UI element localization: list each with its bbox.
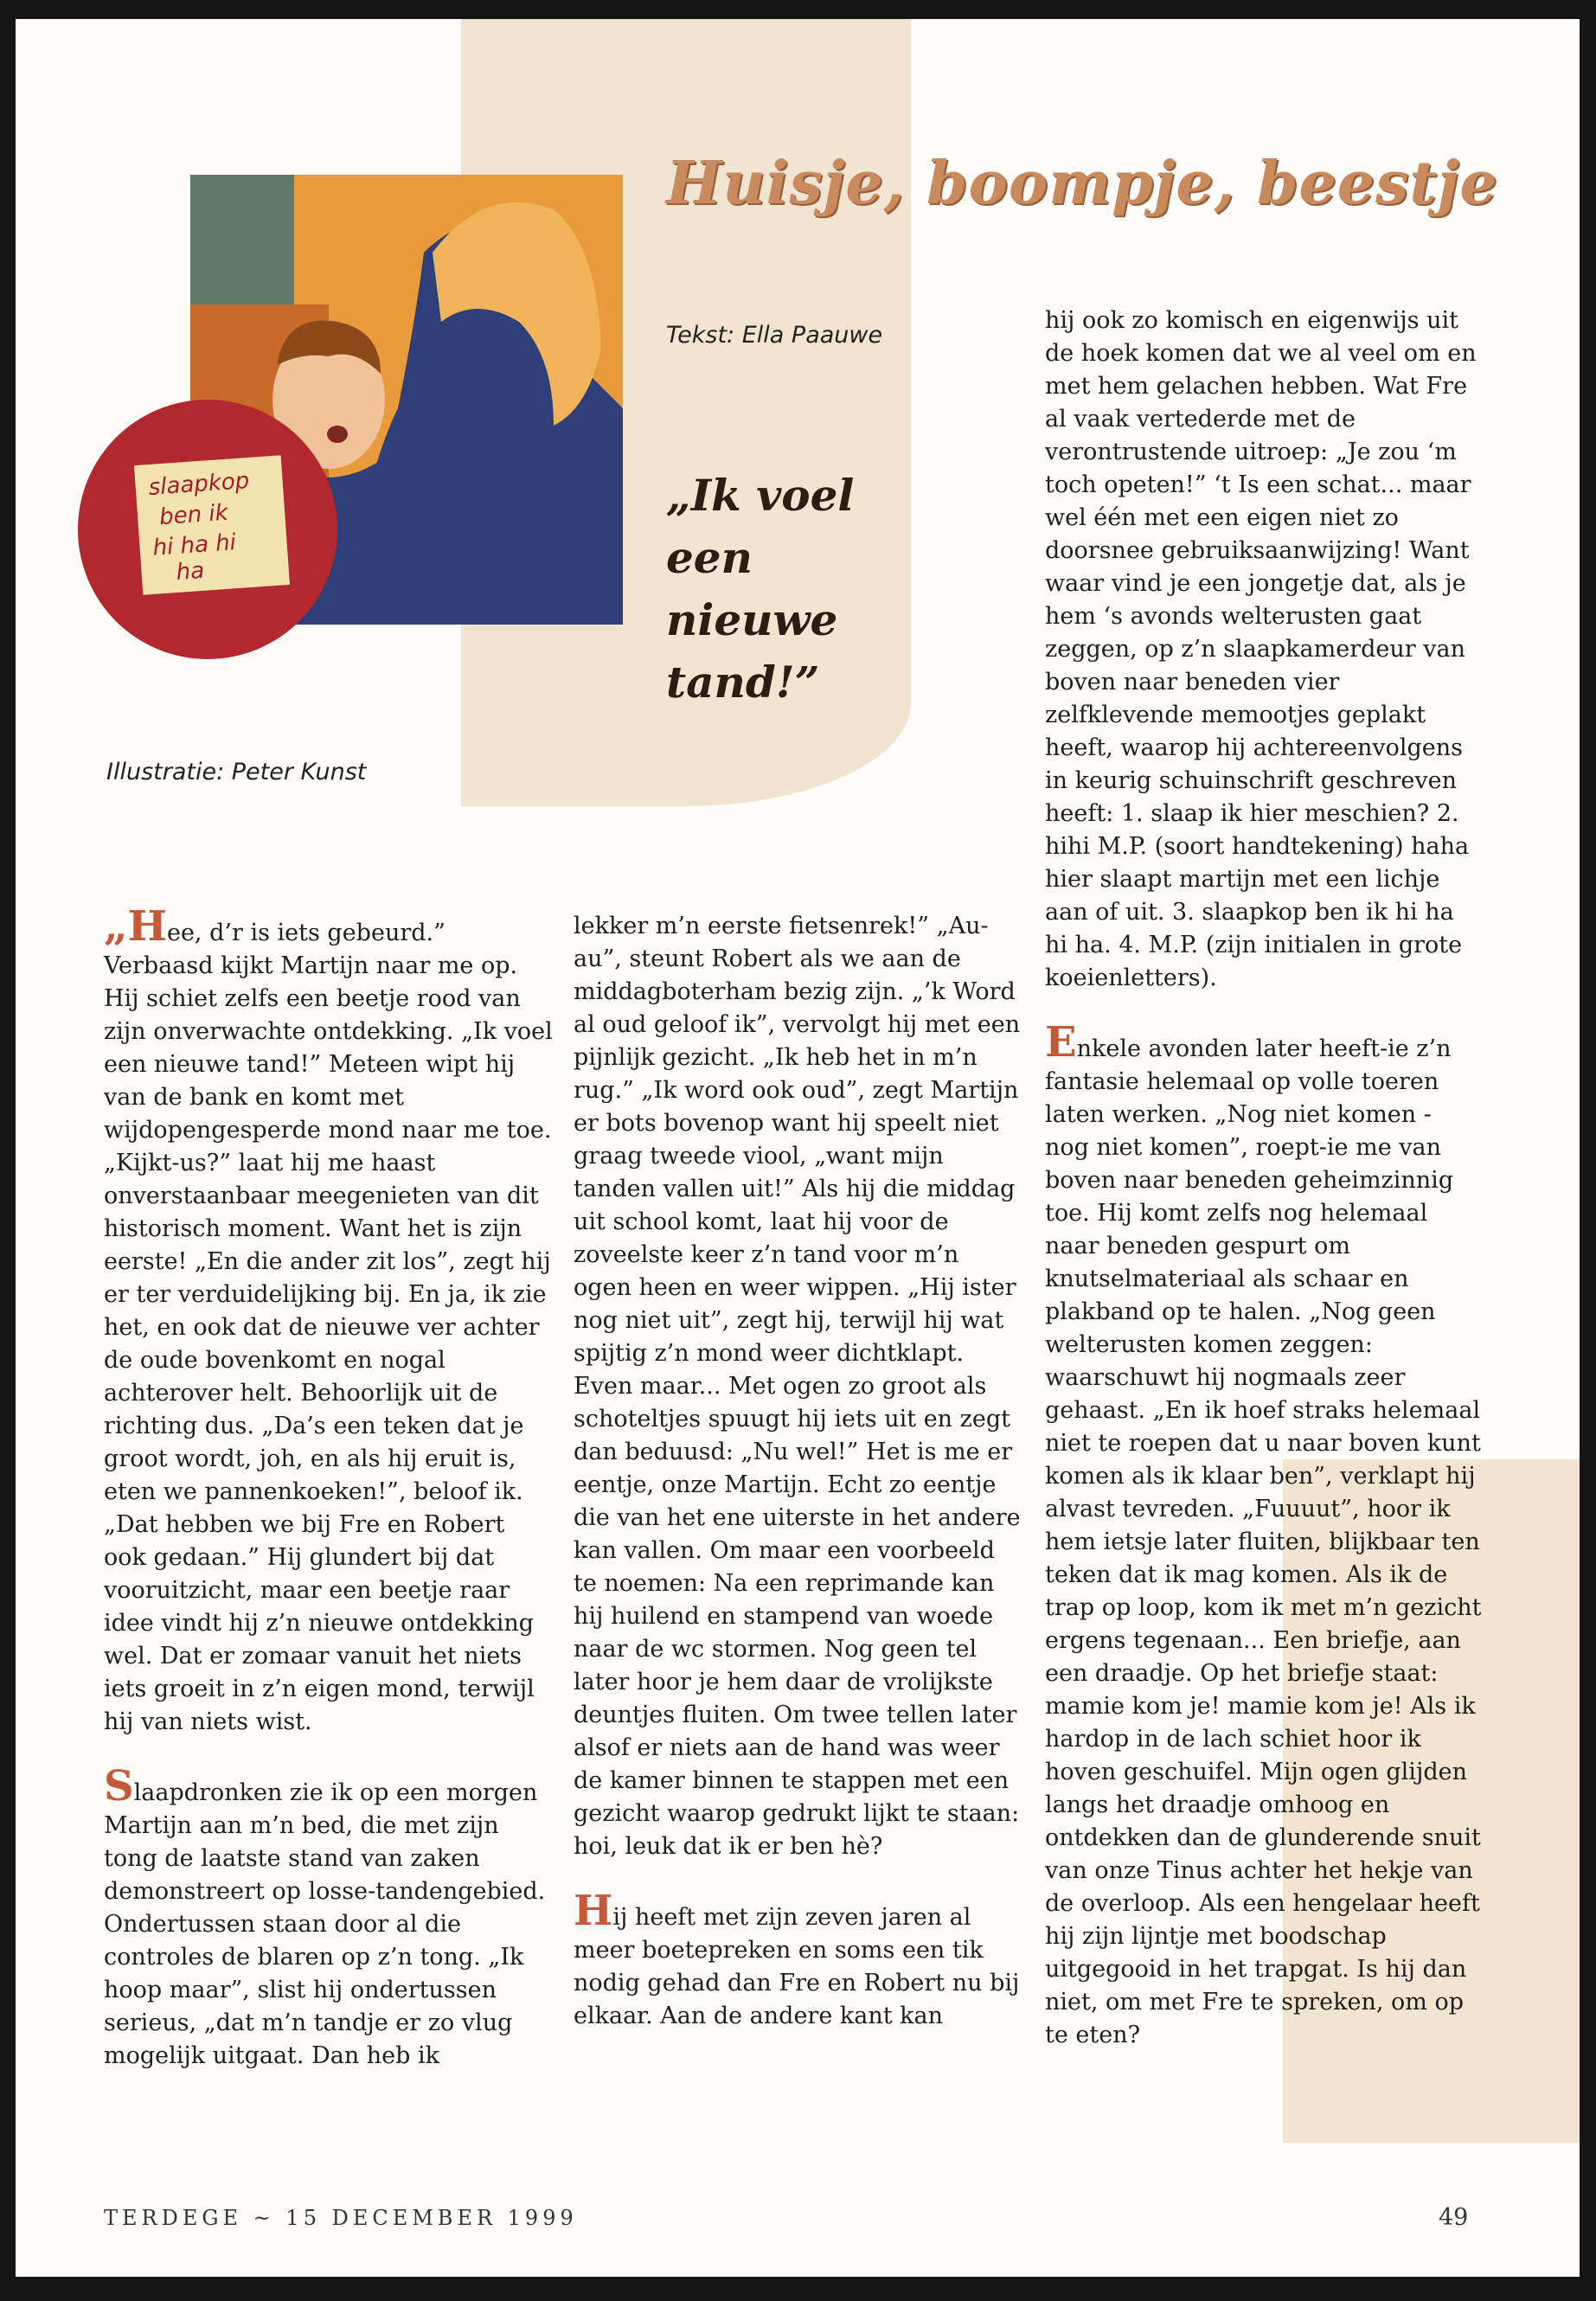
paragraph <box>104 902 554 1739</box>
illustration-credit: Illustratie: Peter Kunst <box>106 759 367 785</box>
drop-cap: „H <box>104 902 167 951</box>
publication-footer: TERDEGE ~ 15 DECEMBER 1999 <box>104 2206 578 2230</box>
paragraph-text: laapdronken zie ik op een morgen Martijn aan m’n bed, die met zijn tong de laatste stand van zaken demonstreert op losse-tandengebied. Ondertussen staan door al die controles de blaren op z’n tong. „Ik hoop maar”, slist hij ondertussen serieus, „dat m’n tandje er zo vlug mogelijk uitgaat. Dan heb ik <box>104 1779 546 2069</box>
sign-text-4: ha <box>175 557 206 586</box>
illustration <box>69 149 640 720</box>
paragraph <box>1045 1018 1482 2052</box>
sign-text-3: hi ha hi <box>151 529 237 561</box>
paragraph-text: lekker m’n eerste fietsenrek!” „Au-au”, steunt Robert als we aan de middagboterham bezig zijn. „’k Word al oud geloof ik”, vervolgt hij met een pijnlijk gezicht. „Ik heb het in m’n rug.” „Ik word ook oud”, zegt Martijn er bots bovenop want hij speelt niet graag tweede viool, „want mijn tanden vallen uit!” Als hij die middag uit school komt, laat hij voor de zoveelste keer z’n tand voor m’n ogen heen en weer wippen. „Hij ister nog niet uit”, zegt hij, terwijl hij wat spijtig z’n mond weer dichtklapt. Even maar... Met ogen zo groot als schoteltjes spuugt hij iets uit en zegt dan beduusd: „Nu wel!” Het is me er eentje, onze Martijn. Echt zo eentje die van het ene uiterste in het andere kan vallen. Om maar een voorbeeld te noemen: Na een reprimande kan hij huilend en stampend van woede naar de wc stormen. Nog geen tel later hoor je hem daar de vrolijkste deuntjes fluiten. Om twee tellen later alsof er niets aan de hand was weer de kamer binnen te stappen met een gezicht waarop gedrukt lijkt te staan: hoi, leuk dat ik er ben hè? <box>574 913 1021 1860</box>
drop-cap: E <box>1045 1018 1077 1067</box>
child-mouth <box>327 426 348 443</box>
paragraph-text: ee, d’r is iets gebeurd.” Verbaasd kijkt Martijn naar me op. Hij schiet zelfs een beetje rood van zijn onverwachte ontdekking. „Ik voel een nieuwe tand!” Meteen wipt hij van de bank en komt met wijdopengesperde mond naar me toe. „Kijkt-us?” laat hij me haast onverstaanbaar meegenieten van dit historisch moment. Want het is zijn eerste! „En die ander zit los”, zegt hij er ter verduidelijking bij. En ja, ik zie het, en ook dat de nieuwe ver achter de oude bovenkomt en nogal achterover helt. Behoorlijk uit de richting dus. „Da’s een teken dat je groot wordt, joh, en als hij eruit is, eten we pannenkoeken!”, beloof ik. „Dat hebben we bij Fre en Robert ook gedaan.” Hij glundert bij dat vooruitzicht, maar een beetje raar idee vindt hij z’n nieuwe ontdekking wel. Dat er zomaar vanuit het niets iets groeit in z’n eigen mond, terwijl hij van niets wist. <box>104 920 553 1735</box>
text-column-2 <box>574 910 1023 2033</box>
paragraph-text: ij heeft met zijn zeven jaren al meer boetepreken en soms een tik nodig gehad dan Fre en Robert nu bij elkaar. Aan de andere kant kan <box>574 1904 1020 2029</box>
author-credit: Tekst: Ella Paauwe <box>666 322 883 349</box>
drop-cap: H <box>574 1887 613 1935</box>
drop-cap: S <box>104 1762 134 1811</box>
sign-text-1: slaapkop <box>147 467 251 501</box>
pull-quote: „Ik voel een nieuwe tand!” <box>666 470 855 708</box>
magazine-page <box>16 19 1580 2277</box>
text-column-1 <box>104 902 554 2073</box>
paragraph-text: hij ook zo komisch en eigenwijs uit de hoek komen dat we al veel om en met hem gelachen hebben. Wat Fre al vaak vertederde met de verontrustende uitroep: „Je zou ‘m toch opeten!” ‘t Is een schat... maar wel één met een eigen niet zo doorsnee gebruiksaanwijzing! Want waar vind je een jongetje dat, als je hem ‘s avonds welterusten gaat zeggen, op z’n slaapkamerdeur van boven naar beneden vier zelfklevende memootjes geplakt heeft, waarop hij achtereenvolgens in keurig schuinschrift geschreven heeft: 1. slaap ik hier meschien? 2. hihi M.P. (soort handtekening) haha hier slaapt martijn met een lichje aan of uit. 3. slaapkop ben ik hi ha hi ha. 4. M.P. (zijn initialen in grote koeienletters). <box>1045 307 1477 991</box>
page-number: 49 <box>1439 2204 1469 2231</box>
paragraph <box>104 1762 554 2073</box>
paragraph-text: nkele avonden later heeft-ie z’n fantasie helemaal op volle toeren laten werken. „Nog niet komen - nog niet komen”, roept-ie me van boven naar beneden geheimzinnig toe. Hij komt zelfs nog helemaal naar beneden gespurt om knutselmateriaal als schaar en plakband op te halen. „Nog geen welterusten komen zeggen: waarschuwt hij nogmaals zeer gehaast. „En ik hoef straks helemaal niet te roepen dat u naar boven kunt komen als ik klaar ben”, verklapt hij alvast tevreden. „Fuuuut”, hoor ik hem ietsje later fluiten, blijkbaar ten teken dat ik mag komen. Als ik de trap op loop, kom ik met m’n gezicht ergens tegenaan... Een briefje, aan een draadje. Op het briefje staat: mamie kom je! mamie kom je! Als ik hardop in de lach schiet hoor ik hoven geschuifel. Mijn ogen glijden langs het draadje omhoog en ontdekken dan de glunderende snuit van onze Tinus achter het hekje van de overloop. Als een hengelaar heeft hij zijn lijntje met boodschap uitgegooid in het trapgat. Is hij dan niet, om met Fre te spreken, om op te eten? <box>1045 1035 1482 2048</box>
text-column-3 <box>1045 304 1482 2052</box>
window-shape <box>190 175 294 304</box>
sign-text-2: ben ik <box>158 499 229 531</box>
paragraph <box>574 1887 1023 2033</box>
article-title: Huisje, boompje, beestje <box>666 149 1498 218</box>
